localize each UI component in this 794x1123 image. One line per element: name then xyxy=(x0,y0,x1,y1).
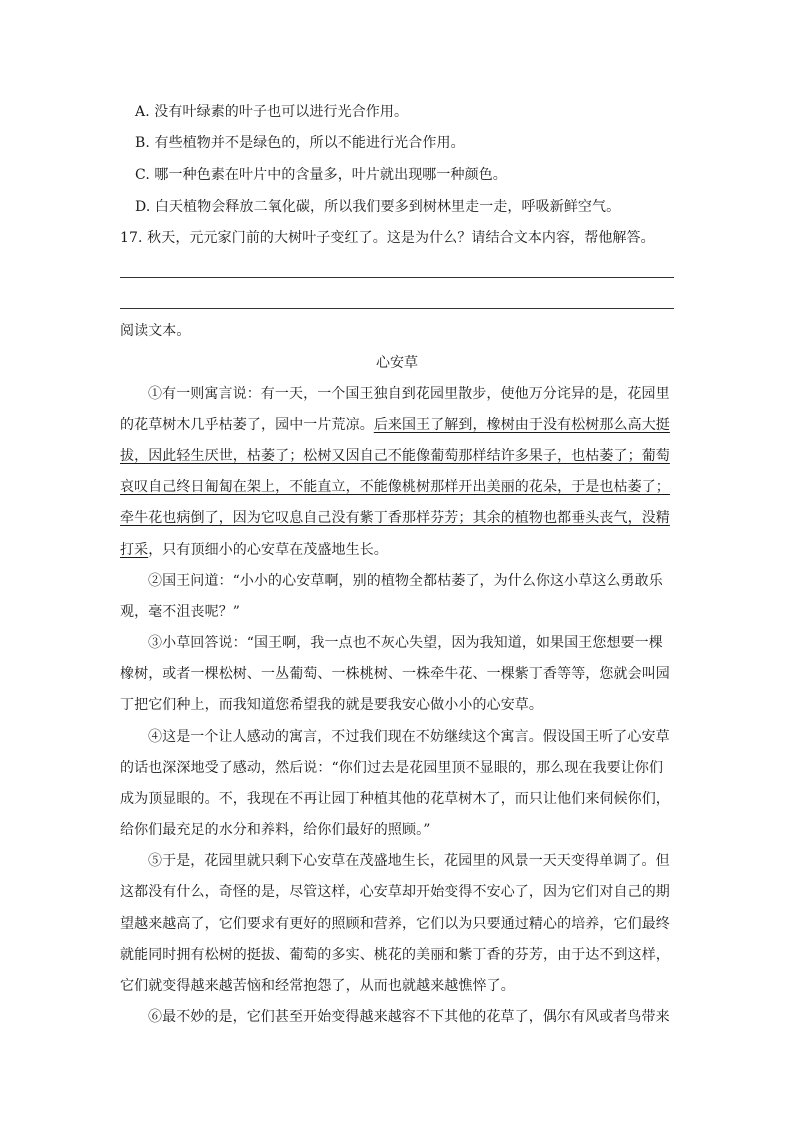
option-b: B. 有些植物并不是绿色的，所以不能进行光合作用。 xyxy=(135,135,465,151)
p4-line-1: ④这是一个让人感动的寓言，不过我们现在不妨继续这个寓言。假设国王听了心安草 xyxy=(148,729,670,745)
p5-line-4: 就能同时拥有松树的挺拔、葡萄的多实、桃花的美丽和紫丁香的芬芳，由于达不到这样， xyxy=(120,947,670,963)
p5-line-3: 望越来越高了，它们要求有更好的照顾和营养，它们以为只要通过精心的培养，它们最终 xyxy=(120,916,670,932)
essay-title: 心安草 xyxy=(376,355,418,371)
p1-line-4: 哀叹自己终日匍匐在架上，不能直立，不能像桃树那样开出美丽的花朵，于是也枯萎了； xyxy=(120,479,670,495)
p4-line-2: 的话也深深地受了感动，然后说：“你们过去是花园里顶不显眼的，那么现在我要让你们 xyxy=(120,760,664,776)
p3-line-2: 橡树，或者一棵松树、一丛葡萄、一株桃树、一株牵牛花、一棵紫丁香等等，您就会叫园 xyxy=(120,666,670,682)
p1-line-5: 牵牛花也病倒了，因为它叹息自己没有紫丁香那样芬芳；其余的植物也都垂头丧气，没精 xyxy=(120,510,670,526)
reading-intro: 阅读文本。 xyxy=(120,323,191,339)
p1-line-6 xyxy=(120,540,388,560)
answer-line-1[interactable] xyxy=(120,277,674,278)
p1-line-3: 拔，因此轻生厌世，枯萎了；松树又因自己不能像葡萄那样结许多果子，也枯萎了；葡萄 xyxy=(120,448,670,464)
p1-line-6-text: ，只有顶细小的心安草在茂盛地生长。 xyxy=(148,542,388,558)
p2-line-1: ②国王问道：“小小的心安草啊，别的植物全都枯萎了，为什么你这小草这么勇敢乐 xyxy=(148,573,663,589)
p5-line-1: ⑤于是，花园里就只剩下心安草在茂盛地生长，花园里的风景一天天变得单调了。但 xyxy=(148,853,670,869)
answer-line-2[interactable] xyxy=(120,308,674,309)
question-17: 17. 秋天，元元家门前的大树叶子变红了。这是为什么？请结合文本内容，帮他解答。 xyxy=(120,230,655,246)
p4-line-3: 成为顶显眼的。不，我现在不再让园丁种植其他的花草树木了，而只让他们来伺候你们， xyxy=(120,791,670,807)
p1-line-1: ①有一则寓言说：有一天，一个国王独自到花园里散步，使他万分诧异的是，花园里 xyxy=(148,386,670,402)
p1-line-2 xyxy=(120,415,670,435)
p1-line-2-text: 的花草树木几乎枯萎了，园中一片荒凉。 xyxy=(120,417,374,433)
underlined-passage-end: 打采 xyxy=(120,542,149,558)
option-a: A. 没有叶绿素的叶子也可以进行光合作用。 xyxy=(135,104,409,120)
p3-line-3: 丁把它们种上，而我知道您希望我的就是要我安心做小小的心安草。 xyxy=(120,697,543,713)
p4-line-4: 给你们最充足的水分和养料，给你们最好的照顾。” xyxy=(120,822,431,838)
option-c: C. 哪一种色素在叶片中的含量多，叶片就出现哪一种颜色。 xyxy=(135,167,507,183)
p2-line-2: 观，毫不沮丧呢？” xyxy=(120,604,241,620)
underlined-passage: 后来国王了解到，橡树由于没有松树那么高大挺 xyxy=(373,417,670,433)
option-d: D. 白天植物会释放二氧化碳，所以我们要多到树林里走一走，呼吸新鲜空气。 xyxy=(135,199,621,215)
p6-line-1: ⑥最不妙的是，它们甚至开始变得越来越容不下其他的花草了，偶尔有风或者鸟带来 xyxy=(148,1009,670,1025)
p5-line-2: 这都没有什么，奇怪的是，尽管这样，心安草却开始变得不安心了，因为它们对自己的期 xyxy=(120,884,670,900)
p5-line-5: 它们就变得越来越苦恼和经常抱怨了，从而也就越来越憔悴了。 xyxy=(120,978,515,994)
p3-line-1: ③小草回答说：“国王啊，我一点也不灰心失望，因为我知道，如果国王您想要一棵 xyxy=(148,635,663,651)
